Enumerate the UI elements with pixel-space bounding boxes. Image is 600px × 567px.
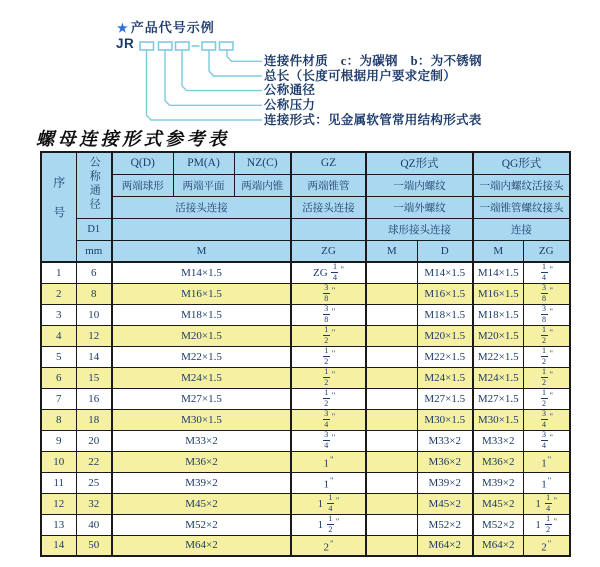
- cell-gz: $\frac{1}{2}$ ": [291, 346, 366, 367]
- cell-qz-d: M14×1.5: [417, 262, 473, 283]
- cell-qg-zg: $\frac{1}{2}$ ": [523, 388, 570, 409]
- cell-dn: 6: [76, 262, 112, 283]
- cell-dn: 10: [76, 304, 112, 325]
- cell-no: 7: [41, 388, 76, 409]
- cell-dn: 15: [76, 367, 112, 388]
- cell-qg-m: M14×1.5: [473, 262, 523, 283]
- cell-qz-d: M27×1.5: [417, 388, 473, 409]
- cell-qg-zg: 1": [523, 472, 570, 493]
- reference-table: [40, 151, 571, 557]
- cell-dn: 14: [76, 346, 112, 367]
- cell-qg-m: M20×1.5: [473, 325, 523, 346]
- code-box: [176, 42, 190, 50]
- cell-qg-zg: 2": [523, 535, 570, 556]
- cell-qz-m: [366, 262, 417, 283]
- header-unit-qz-d: D: [417, 240, 473, 262]
- table-row: [41, 262, 570, 283]
- cell-no: 5: [41, 346, 76, 367]
- cell-gz: $\frac{3}{4}$ ": [291, 430, 366, 451]
- code-prefix: JR: [116, 36, 135, 51]
- header-nominal-diameter-text: 公称通径: [88, 155, 101, 212]
- header-ends-qz: 一端内螺纹: [366, 174, 473, 196]
- header-unit-qg-zg: ZG: [523, 240, 570, 262]
- cell-qz-d: M64×2: [417, 535, 473, 556]
- header-blank-left: [112, 218, 291, 240]
- cell-gz: 1 $\frac{1}{4}$ ": [291, 493, 366, 514]
- cell-m: M27×1.5: [112, 388, 291, 409]
- cell-qg-zg: $\frac{3}{8}$ ": [523, 304, 570, 325]
- cell-qg-zg: $\frac{3}{4}$ ": [523, 409, 570, 430]
- cell-qg-m: M33×2: [473, 430, 523, 451]
- cell-qg-m: M52×2: [473, 514, 523, 535]
- header-row-units: [41, 240, 570, 262]
- table-row: [41, 346, 570, 367]
- cell-m: M45×2: [112, 493, 291, 514]
- cell-gz: 1 $\frac{1}{2}$ ": [291, 514, 366, 535]
- code-box: [140, 42, 154, 50]
- cell-m: M39×2: [112, 472, 291, 493]
- cell-gz: 1": [291, 472, 366, 493]
- cell-qz-m: [366, 367, 417, 388]
- table-row: [41, 304, 570, 325]
- cell-qg-m: M24×1.5: [473, 367, 523, 388]
- cell-gz: ZG $\frac{1}{4}$ ": [291, 262, 366, 283]
- cell-qz-m: [366, 283, 417, 304]
- cell-dn: 40: [76, 514, 112, 535]
- cell-m: M36×2: [112, 451, 291, 472]
- cell-m: M18×1.5: [112, 304, 291, 325]
- header-code-qg: QG形式: [473, 152, 570, 174]
- header-code-nzc: NZ(C): [234, 152, 291, 174]
- cell-no: 6: [41, 367, 76, 388]
- cell-gz: $\frac{3}{8}$ ": [291, 283, 366, 304]
- cell-qz-d: M33×2: [417, 430, 473, 451]
- cell-gz: 1": [291, 451, 366, 472]
- header-joint-qg: 连接: [473, 218, 570, 240]
- table-row: [41, 514, 570, 535]
- cell-qg-m: M18×1.5: [473, 304, 523, 325]
- header-seq-text: 序号: [51, 175, 66, 236]
- cell-qg-zg: $\frac{3}{4}$ ": [523, 430, 570, 451]
- cell-qg-zg: $\frac{3}{8}$ ": [523, 283, 570, 304]
- connector-line: [209, 50, 262, 76]
- cell-qg-m: M39×2: [473, 472, 523, 493]
- header-code-gz: GZ: [291, 152, 366, 174]
- cell-qg-m: M22×1.5: [473, 346, 523, 367]
- cell-qg-m: M16×1.5: [473, 283, 523, 304]
- cell-qg-zg: 1": [523, 451, 570, 472]
- table-row: [41, 409, 570, 430]
- cell-gz: $\frac{3}{8}$ ": [291, 304, 366, 325]
- table-row: [41, 430, 570, 451]
- cell-no: 9: [41, 430, 76, 451]
- table-row: [41, 535, 570, 556]
- cell-qg-m: M45×2: [473, 493, 523, 514]
- cell-qz-d: M16×1.5: [417, 283, 473, 304]
- cell-qg-zg: 1 $\frac{1}{2}$ ": [523, 514, 570, 535]
- cell-qg-zg: $\frac{1}{2}$ ": [523, 325, 570, 346]
- header-conn-qz: 一端外螺纹: [366, 196, 473, 218]
- header-ends-gz: 两端锥管: [291, 174, 366, 196]
- header-unit-qg-m: M: [473, 240, 523, 262]
- cell-no: 14: [41, 535, 76, 556]
- header-row-codes: [41, 152, 570, 174]
- cell-m: M24×1.5: [112, 367, 291, 388]
- cell-qz-d: M36×2: [417, 451, 473, 472]
- header-unit-zg: ZG: [291, 240, 366, 262]
- cell-qz-m: [366, 388, 417, 409]
- cell-qz-m: [366, 304, 417, 325]
- header-conn-qg: 一端锥管螺纹接头: [473, 196, 570, 218]
- cell-qz-d: M24×1.5: [417, 367, 473, 388]
- cell-qz-m: [366, 514, 417, 535]
- cell-m: M33×2: [112, 430, 291, 451]
- header-d1: D1: [76, 218, 112, 240]
- header-ends-nzc: 两端内锥: [234, 174, 291, 196]
- cell-qg-m: M27×1.5: [473, 388, 523, 409]
- cell-dn: 22: [76, 451, 112, 472]
- cell-gz: $\frac{3}{4}$ ": [291, 409, 366, 430]
- cell-qz-m: [366, 451, 417, 472]
- cell-gz: $\frac{1}{2}$ ": [291, 325, 366, 346]
- cell-qg-zg: $\frac{1}{2}$ ": [523, 346, 570, 367]
- header-blank-gz: [291, 218, 366, 240]
- cell-dn: 20: [76, 430, 112, 451]
- header-joint-qz: 球形接头连接: [366, 218, 473, 240]
- cell-no: 11: [41, 472, 76, 493]
- cell-gz: 2": [291, 535, 366, 556]
- cell-qz-m: [366, 472, 417, 493]
- cell-no: 8: [41, 409, 76, 430]
- cell-qz-d: M45×2: [417, 493, 473, 514]
- cell-gz: $\frac{1}{2}$ ": [291, 367, 366, 388]
- star-icon: ★: [117, 21, 129, 35]
- table-row: [41, 388, 570, 409]
- connector-line: [165, 50, 262, 105]
- product-code-heading-text: 产品代号示例: [130, 20, 215, 35]
- header-unit-qz-m: M: [366, 240, 417, 262]
- cell-m: M16×1.5: [112, 283, 291, 304]
- cell-qz-m: [366, 409, 417, 430]
- code-box: [202, 42, 216, 50]
- header-conn-union: 活接头连接: [112, 196, 291, 218]
- cell-qz-d: M39×2: [417, 472, 473, 493]
- header-row-connection: [41, 196, 570, 218]
- cell-no: 3: [41, 304, 76, 325]
- code-box: [220, 42, 234, 50]
- table-row: [41, 367, 570, 388]
- code-box: [159, 42, 173, 50]
- code-label-diameter: 公称通径: [264, 83, 316, 98]
- header-nominal-diameter: [76, 152, 112, 218]
- cell-no: 12: [41, 493, 76, 514]
- cell-no: 4: [41, 325, 76, 346]
- cell-m: M14×1.5: [112, 262, 291, 283]
- cell-dn: 50: [76, 535, 112, 556]
- code-label-length: 总长（长度可根据用户要求定制）: [264, 68, 457, 83]
- cell-qz-d: M22×1.5: [417, 346, 473, 367]
- connector-line: [147, 50, 263, 120]
- cell-dn: 25: [76, 472, 112, 493]
- header-code-qd: Q(D): [112, 152, 173, 174]
- cell-no: 13: [41, 514, 76, 535]
- header-mm: mm: [76, 240, 112, 262]
- cell-m: M30×1.5: [112, 409, 291, 430]
- cell-m: M52×2: [112, 514, 291, 535]
- cell-qz-m: [366, 535, 417, 556]
- code-label-material: 连接件材质 c：为碳钢 b：为不锈钢: [264, 54, 482, 68]
- code-label-pressure: 公称压力: [264, 97, 316, 112]
- cell-qz-m: [366, 346, 417, 367]
- cell-qg-zg: 1 $\frac{1}{4}$ ": [523, 493, 570, 514]
- header-row-d1: [41, 218, 570, 240]
- header-ends-qd: 两端球形: [112, 174, 173, 196]
- connector-line: [227, 50, 262, 61]
- header-code-pma: PM(A): [173, 152, 234, 174]
- cell-dn: 16: [76, 388, 112, 409]
- cell-dn: 12: [76, 325, 112, 346]
- header-row-ends: [41, 174, 570, 196]
- header-conn-gz: 活接头连接: [291, 196, 366, 218]
- table-title: 螺母连接形式参考表: [36, 129, 230, 149]
- cell-dn: 18: [76, 409, 112, 430]
- connector-line: [182, 50, 262, 91]
- cell-qz-m: [366, 493, 417, 514]
- cell-qz-d: M20×1.5: [417, 325, 473, 346]
- table-body: [41, 262, 570, 556]
- cell-qz-m: [366, 325, 417, 346]
- cell-qz-d: M52×2: [417, 514, 473, 535]
- code-labels: [264, 54, 482, 127]
- table-row: [41, 472, 570, 493]
- header-ends-pma: 两端平面: [173, 174, 234, 196]
- header-seq: [41, 152, 76, 262]
- cell-qg-m: M36×2: [473, 451, 523, 472]
- cell-qg-zg: $\frac{1}{4}$ ": [523, 262, 570, 283]
- cell-no: 2: [41, 283, 76, 304]
- cell-m: M64×2: [112, 535, 291, 556]
- cell-m: M22×1.5: [112, 346, 291, 367]
- table-header: [41, 152, 570, 262]
- cell-no: 10: [41, 451, 76, 472]
- cell-qg-m: M64×2: [473, 535, 523, 556]
- cell-dn: 32: [76, 493, 112, 514]
- header-ends-qg: 一端内螺纹活接头: [473, 174, 570, 196]
- header-code-qz: QZ形式: [366, 152, 473, 174]
- code-label-connection: 连接形式：见金属软管常用结构形式表: [264, 112, 482, 127]
- cell-qg-zg: $\frac{1}{2}$ ": [523, 367, 570, 388]
- cell-qz-m: [366, 430, 417, 451]
- table-row: [41, 451, 570, 472]
- table-row: [41, 493, 570, 514]
- cell-qg-m: M30×1.5: [473, 409, 523, 430]
- cell-dn: 8: [76, 283, 112, 304]
- cell-qz-d: M30×1.5: [417, 409, 473, 430]
- table-row: [41, 283, 570, 304]
- cell-no: 1: [41, 262, 76, 283]
- cell-gz: $\frac{1}{2}$ ": [291, 388, 366, 409]
- table-row: [41, 325, 570, 346]
- cell-m: M20×1.5: [112, 325, 291, 346]
- cell-qz-d: M18×1.5: [417, 304, 473, 325]
- header-unit-m: M: [112, 240, 291, 262]
